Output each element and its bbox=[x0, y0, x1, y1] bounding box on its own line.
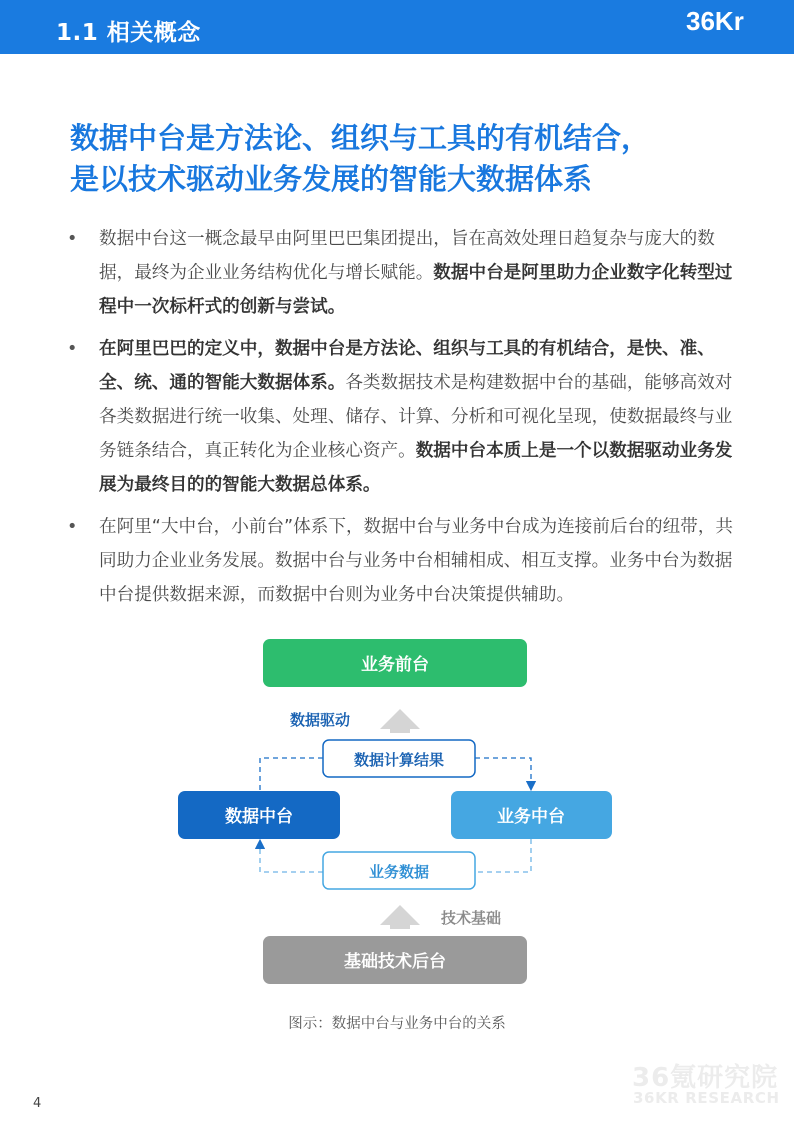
data-driven-arrow-icon bbox=[380, 709, 420, 733]
dashed-connector-bottom-left bbox=[260, 844, 323, 872]
business-platform-node bbox=[451, 791, 612, 839]
dashed-connector-top-left bbox=[260, 758, 323, 790]
bullet-text: 在阿里“大中台，小前台”体系下，数据中台与业务中台成为连接前后台的纽带，共同助力企业业务发展。数据中台与业务中台相辅相成、相互支撑。业务中台为数据中台提供数据来源，而数据中台则为业务中台决策提供辅助。 bbox=[99, 517, 734, 605]
section-title: 1.1 相关概念 bbox=[56, 20, 201, 46]
tech-backend-node bbox=[263, 936, 527, 984]
bullet-bold-text: 数据中台是阿里助力企业数字化转型过程中一次标杆式的创新与尝试。 bbox=[99, 263, 733, 317]
page-number: 4 bbox=[33, 1096, 42, 1111]
logo-text: 36Kr bbox=[686, 6, 744, 36]
bullet-text: 数据中台这一概念最早由阿里巴巴集团提出，旨在高效处理日趋复杂与庞大的数据，最终为企业业务结构优化与增长赋能。 bbox=[99, 229, 715, 283]
bullet-item bbox=[66, 222, 738, 324]
business-data-label: 业务数据 bbox=[368, 863, 430, 881]
tech-backend-label: 基础技术后台 bbox=[344, 952, 446, 972]
business-platform-label: 业务中台 bbox=[497, 807, 565, 827]
compute-result-node bbox=[323, 740, 475, 777]
business-front-label: 业务前台 bbox=[361, 655, 429, 675]
dashed-connector-top-right bbox=[475, 758, 531, 786]
data-platform-label: 数据中台 bbox=[225, 807, 293, 827]
headline-line-2: 是以技术驱动业务发展的智能大数据体系 bbox=[70, 162, 593, 196]
tech-foundation-label: 技术基础 bbox=[441, 909, 502, 927]
dashed-connector-bottom-right bbox=[475, 839, 531, 872]
bullet-text: 各类数据技术是构建数据中台的基础，能够高效对各类数据进行统一收集、处理、储存、计算、分析和可视化呈现，使数据最终与业务链条结合，真正转化为企业核心资产。 bbox=[99, 373, 733, 461]
data-driven-label: 数据驱动 bbox=[290, 711, 351, 729]
bullet-bold-text: 数据中台本质上是一个以数据驱动业务发展为最终目的的智能大数据总体系。 bbox=[99, 441, 733, 495]
compute-result-label: 数据计算结果 bbox=[353, 751, 445, 769]
bullet-bold-text: 在阿里巴巴的定义中，数据中台是方法论、组织与工具的有机结合，是快、准、全、统、通的智能大数据体系。 bbox=[99, 339, 715, 393]
figure-caption: 图示：数据中台与业务中台的关系 bbox=[288, 1016, 506, 1032]
business-front-node bbox=[263, 639, 527, 687]
watermark-chinese: 36氪研究院 bbox=[632, 1063, 779, 1093]
bullet-item bbox=[66, 510, 738, 612]
36kr-logo bbox=[684, 0, 794, 54]
page-headline bbox=[70, 118, 760, 200]
data-platform-node bbox=[178, 791, 340, 839]
business-data-node bbox=[323, 852, 475, 889]
watermark-english: 36KR RESEARCH bbox=[633, 1089, 780, 1107]
tech-foundation-arrow-icon bbox=[380, 905, 420, 929]
bullet-item bbox=[66, 332, 738, 502]
relationship-diagram bbox=[0, 630, 794, 1010]
header-bar bbox=[0, 0, 794, 54]
bullet-list bbox=[66, 222, 738, 620]
headline-line-1: 数据中台是方法论、组织与工具的有机结合， bbox=[70, 121, 651, 155]
